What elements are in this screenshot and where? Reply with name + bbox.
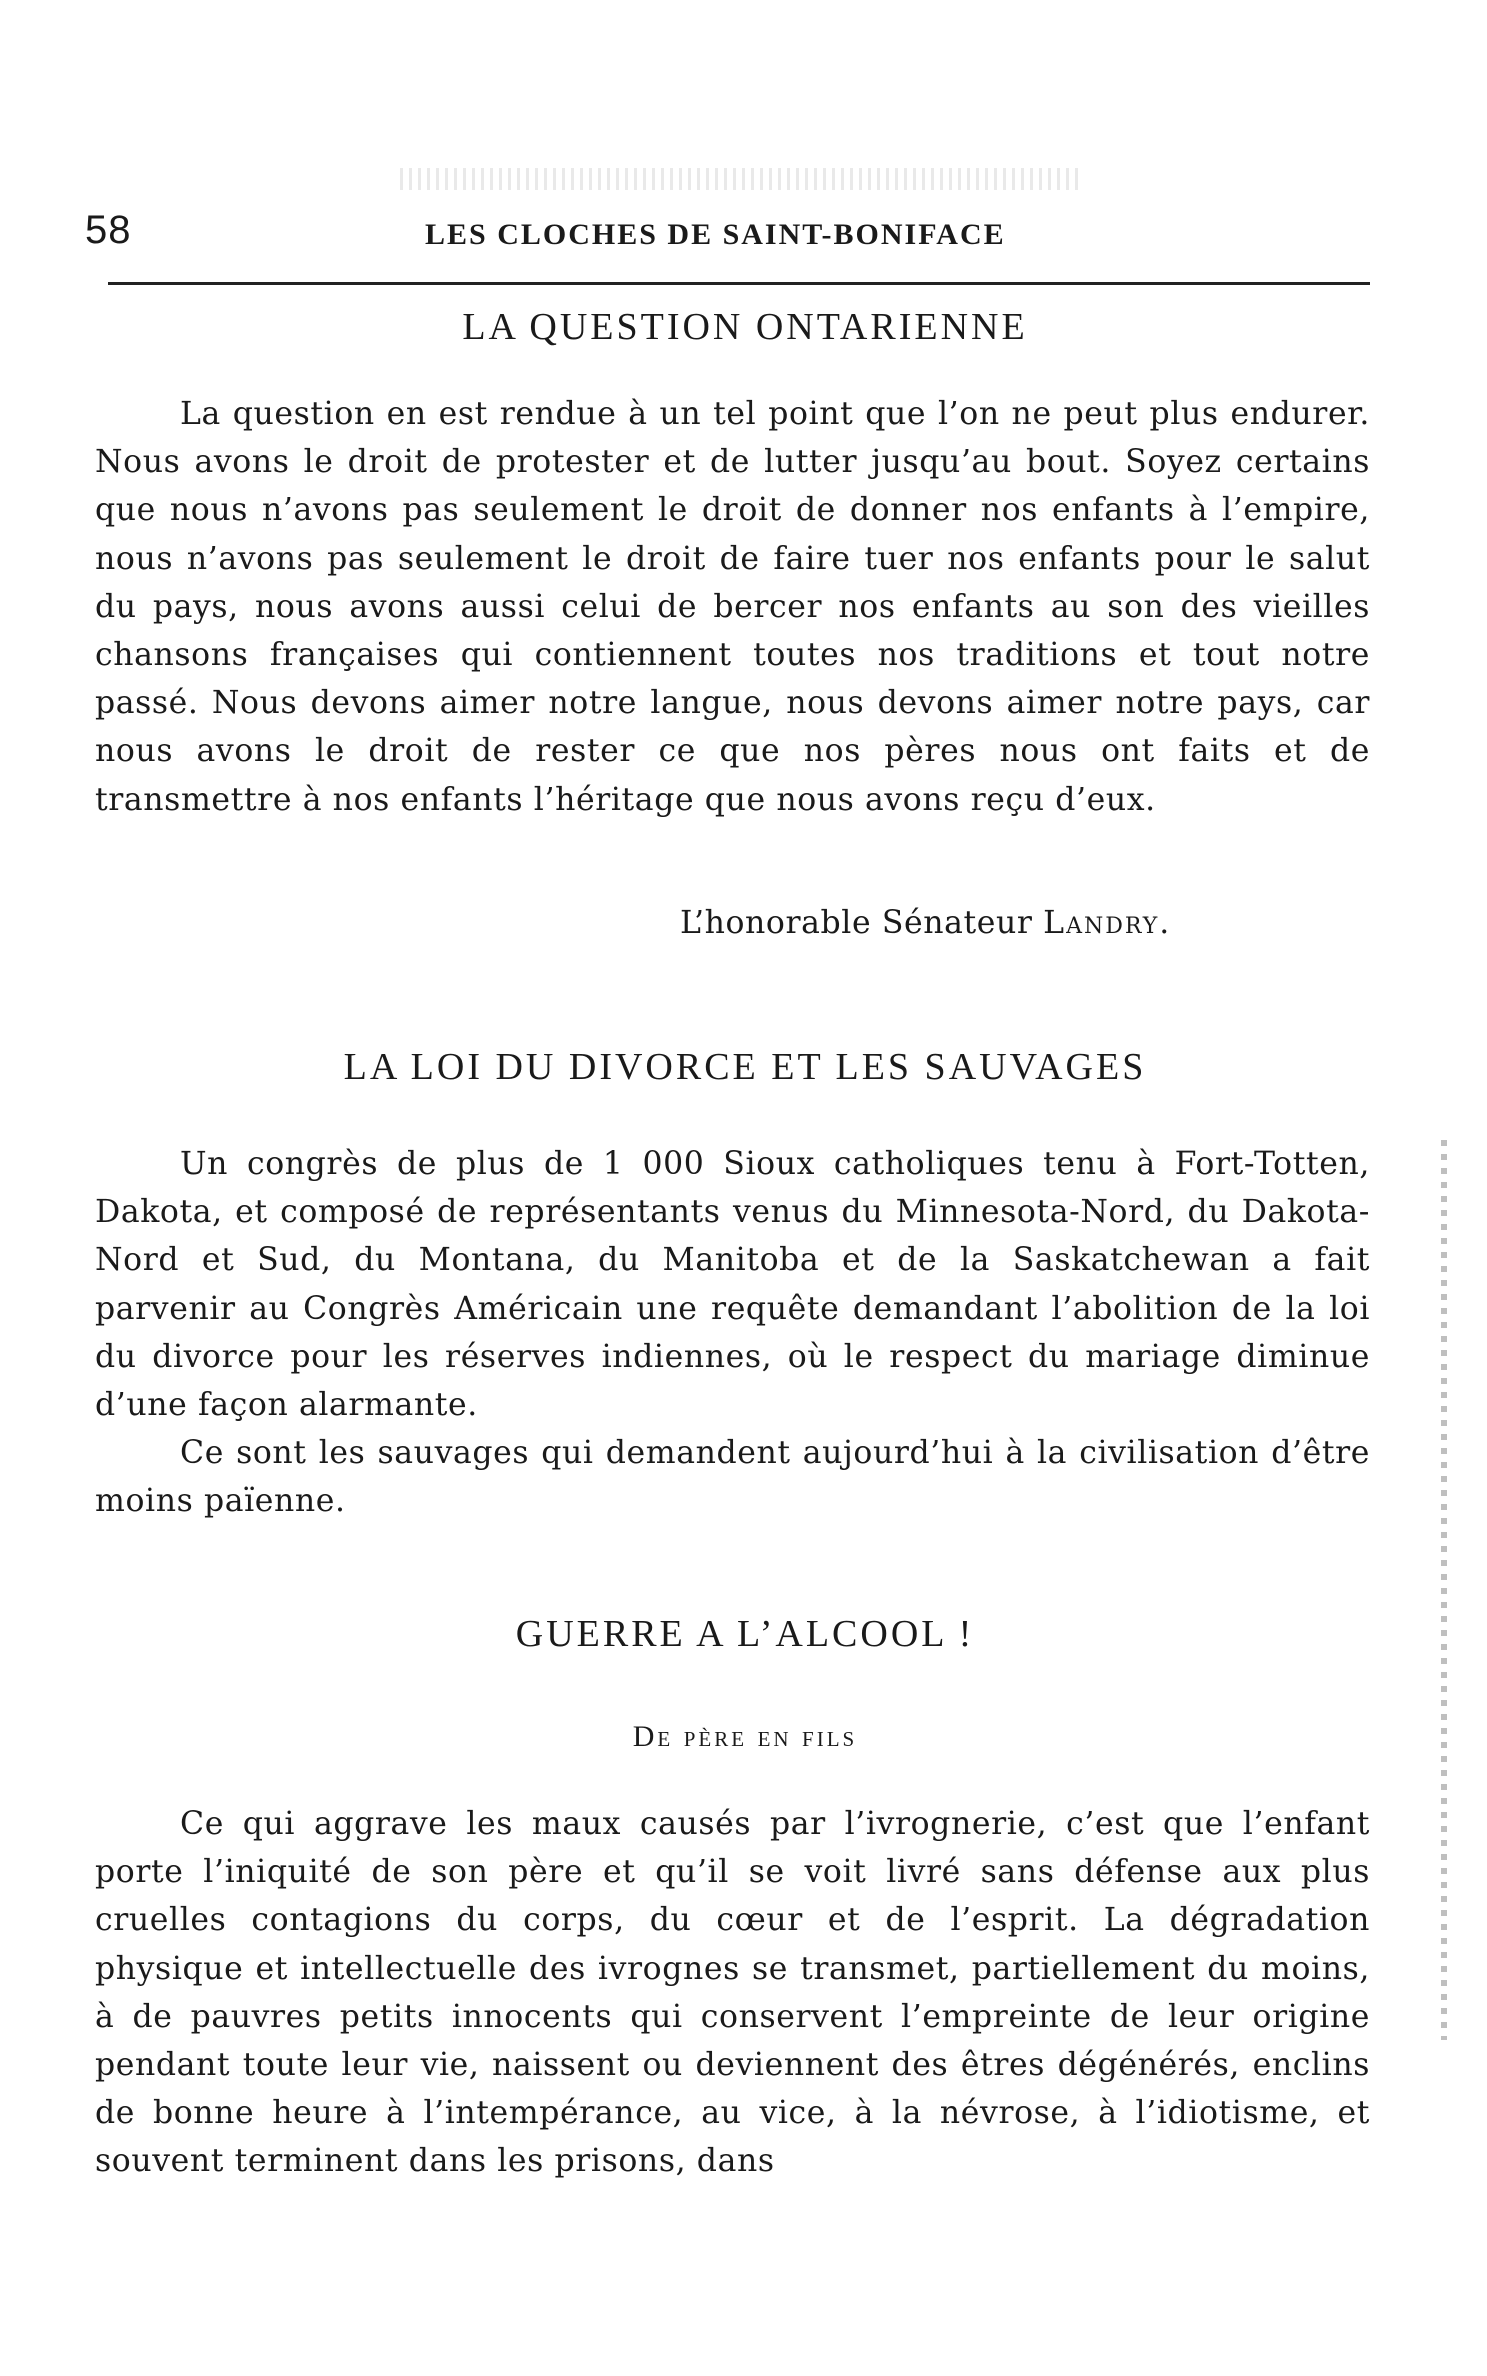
page-header: [85, 208, 1370, 258]
section-body-loi-du-divorce: [95, 1140, 1370, 1526]
section-body-guerre-a-l-alcool: [95, 1800, 1370, 2186]
signature-prefix: L’honorable Sénateur: [680, 905, 1044, 941]
section-body-question-ontarienne: [95, 390, 1370, 824]
header-rule: [108, 282, 1370, 285]
section-title-loi-du-divorce: LA LOI DU DIVORCE ET LES SAUVAGES: [343, 1046, 1147, 1088]
paragraph: Un congrès de plus de 1 000 Sioux catholiques tenu à Fort-Totten, Dakota, et composé de représentants venus du Minnesota-Nord, du Dakota-Nord et Sud, du Montana, du Manitoba et de la Saskatchewan a fait parvenir au Congrès Américain une requête demandant l’abolition de la loi du divorce pour les réserves indiennes, où le respect du mariage diminue d’une façon alarmante.: [95, 1146, 1370, 1424]
signature-name: Landry.: [1043, 905, 1172, 941]
section-subtitle-de-pere-en-fils: De père en fils: [632, 1720, 858, 1753]
paragraph: Ce qui aggrave les maux causés par l’ivrognerie, c’est que l’enfant porte l’iniquité de son père et qu’il se voit livré sans défense aux plus cruelles contagions du corps, du cœur et de l’esprit. La dégradation physique et intellectuelle des ivrognes se transmet, partiellement du moins, à de pauvres petits innocents qui conservent l’empreinte de leur origine pendant toute leur vie, naissent ou deviennent des êtres dégénérés, enclins de bonne heure à l’intempérance, au vice, à la névrose, à l’idiotisme, et souvent terminent dans les prisons, dans: [95, 1806, 1370, 2180]
print-smudge: [400, 168, 1080, 190]
paragraph: Ce sont les sauvages qui demandent aujourd’hui à la civilisation d’être moins païenne.: [95, 1435, 1370, 1520]
section-title-question-ontarienne: LA QUESTION ONTARIENNE: [462, 306, 1028, 348]
signature: [680, 905, 1370, 941]
page-edge-marks: [1441, 1140, 1447, 2040]
section-title-guerre-a-l-alcool: GUERRE A L’ALCOOL !: [515, 1613, 975, 1655]
page-number: 58: [85, 208, 132, 252]
paragraph: La question en est rendue à un tel point que l’on ne peut plus endurer. Nous avons le droit de protester et de lutter jusqu’au bout. Soyez certains que nous n’avons pas seulement le droit de donner nos enfants à l’empire, nous n’avons pas seulement le droit de faire tuer nos enfants pour le salut du pays, nous avons aussi celui de bercer nos enfants au son des vieilles chansons françaises qui contiennent toutes nos traditions et tout notre passé. Nous devons aimer notre langue, nous devons aimer notre pays, car nous avons le droit de rester ce que nos pères nous ont faits et de transmettre à nos enfants l’héritage que nous avons reçu d’eux.: [95, 396, 1370, 818]
running-title: LES CLOCHES DE SAINT-BONIFACE: [425, 218, 1006, 251]
